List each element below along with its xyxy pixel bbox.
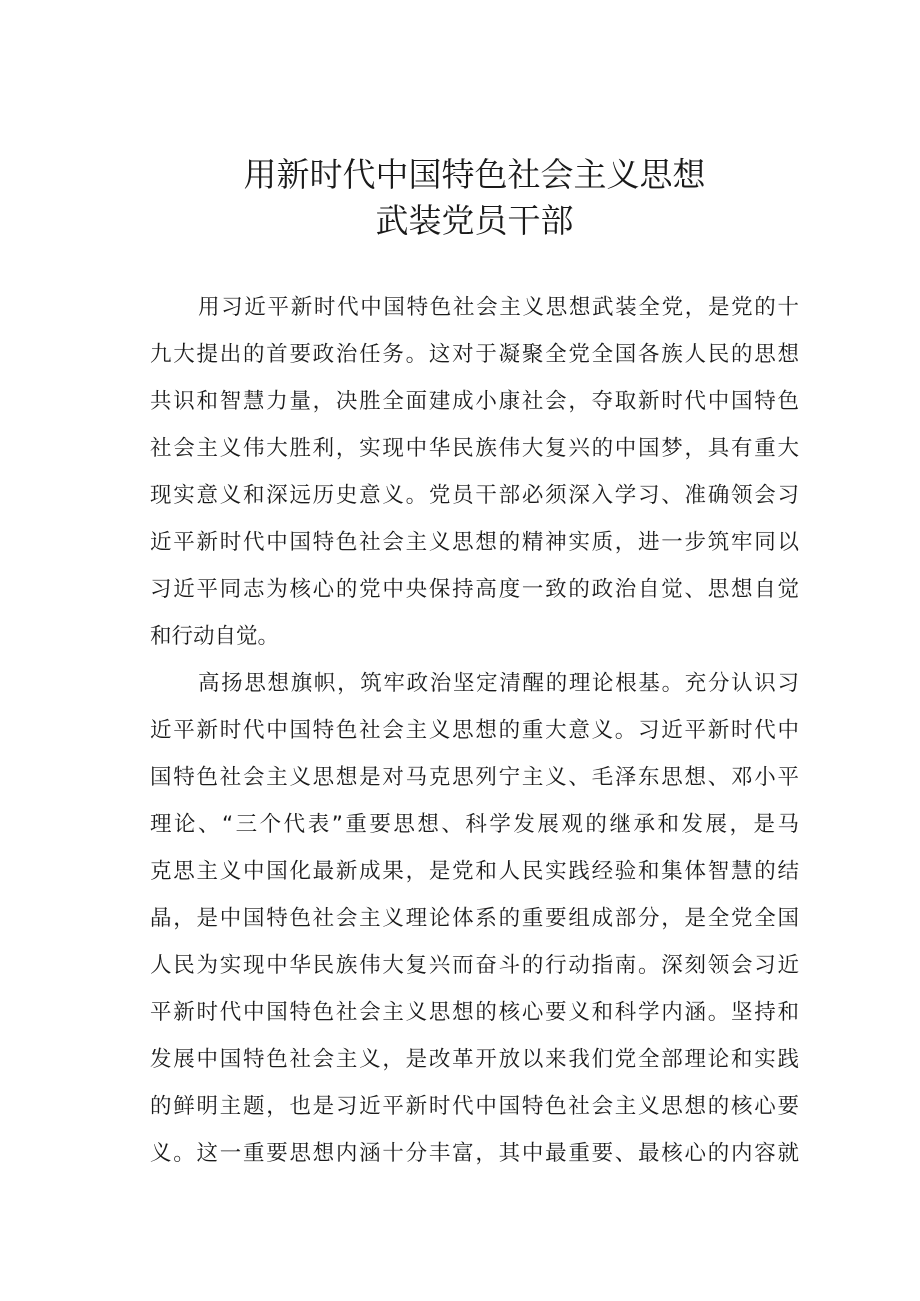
paragraph-line: 克思主义中国化最新成果，是党和人民实践经验和集体智慧的结 — [150, 859, 799, 884]
paragraph-line: 义。这一重要思想内涵十分丰富，其中最重要、最核心的内容就 — [150, 1141, 799, 1166]
document-body — [150, 284, 799, 1177]
paragraph-line: 社会主义伟大胜利，实现中华民族伟大复兴的中国梦，具有重大 — [150, 436, 799, 461]
paragraph-line: 近平新时代中国特色社会主义思想的精神实质，进一步筑牢同以 — [150, 530, 799, 555]
paragraph-line: 九大提出的首要政治任务。这对于凝聚全党全国各族人民的思想 — [150, 342, 799, 367]
paragraph-line: 用习近平新时代中国特色社会主义思想武装全党，是党的十 — [198, 295, 799, 320]
paragraph-line: 发展中国特色社会主义，是改革开放以来我们党全部理论和实践 — [150, 1047, 799, 1072]
paragraph-line: 晶，是中国特色社会主义理论体系的重要组成部分，是全党全国 — [150, 906, 799, 931]
paragraph-line: 平新时代中国特色社会主义思想的核心要义和科学内涵。坚持和 — [150, 1000, 799, 1025]
paragraph-line: 习近平同志为核心的党中央保持高度一致的政治自觉、思想自觉 — [150, 577, 799, 602]
paragraph-line: 共识和智慧力量，决胜全面建成小康社会，夺取新时代中国特色 — [150, 389, 799, 414]
paragraph-line: 高扬思想旗帜，筑牢政治坚定清醒的理论根基。充分认识习 — [198, 671, 799, 696]
paragraph-line: 近平新时代中国特色社会主义思想的重大意义。习近平新时代中 — [150, 718, 799, 743]
document-title — [150, 152, 799, 244]
title-line-2: 武装党员干部 — [375, 201, 574, 240]
paragraph-line: 理论、“三个代表”重要思想、科学发展观的继承和发展，是马 — [150, 812, 799, 837]
paragraph-line: 的鲜明主题，也是习近平新时代中国特色社会主义思想的核心要 — [150, 1094, 799, 1119]
paragraph-line: 国特色社会主义思想是对马克思列宁主义、毛泽东思想、邓小平 — [150, 765, 799, 790]
paragraph-1 — [150, 284, 799, 660]
paragraph-line: 人民为实现中华民族伟大复兴而奋斗的行动指南。深刻领会习近 — [150, 953, 799, 978]
paragraph-line: 和行动自觉。 — [150, 624, 280, 649]
paragraph-2 — [150, 660, 799, 1177]
paragraph-line: 现实意义和深远历史意义。党员干部必须深入学习、准确领会习 — [150, 483, 799, 508]
title-line-1: 用新时代中国特色社会主义思想 — [243, 155, 706, 194]
